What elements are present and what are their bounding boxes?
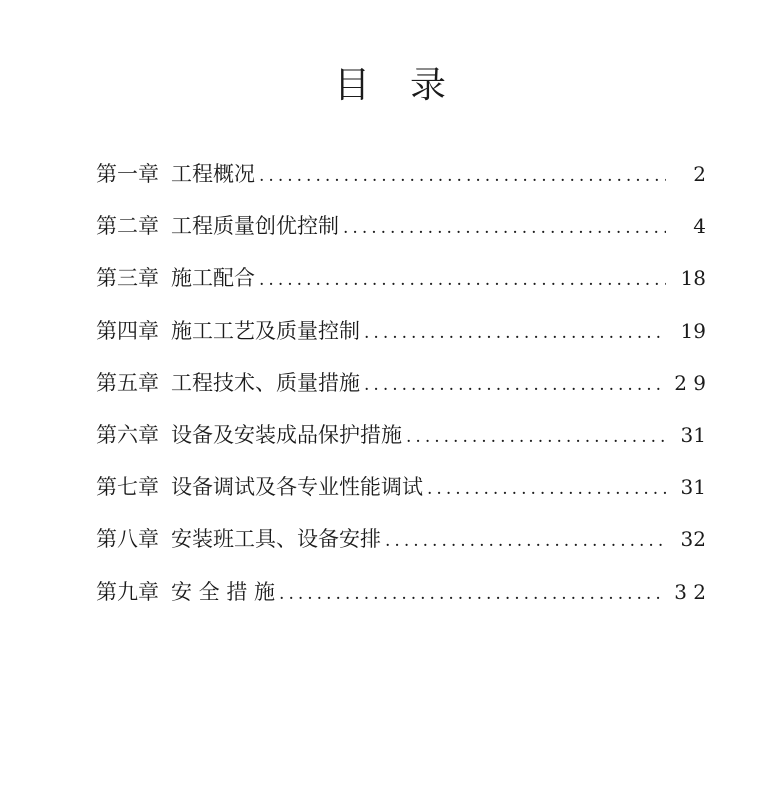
toc-chapter-number: 第一章 bbox=[96, 162, 159, 186]
toc-chapter-title: 安 全 措 施 bbox=[171, 579, 276, 604]
toc-page-number: 31 bbox=[680, 475, 706, 500]
title-char: 录 bbox=[410, 65, 447, 106]
toc-entry bbox=[96, 309, 706, 361]
title-char: 目 bbox=[333, 65, 370, 106]
page-title bbox=[0, 64, 780, 108]
toc-chapter-title: 工程概况 bbox=[171, 162, 255, 186]
toc-page-number: 2 9 bbox=[674, 370, 706, 395]
toc-dot-leader bbox=[279, 572, 666, 616]
table-of-contents bbox=[96, 152, 706, 622]
toc-chapter-number: 第三章 bbox=[96, 266, 159, 291]
toc-entry bbox=[96, 517, 706, 569]
toc-dot-leader bbox=[364, 311, 666, 355]
toc-page-number: 32 bbox=[680, 527, 706, 552]
toc-page-number: 31 bbox=[680, 422, 706, 447]
toc-dot-leader bbox=[343, 206, 666, 250]
toc-chapter-number: 第六章 bbox=[96, 422, 159, 447]
toc-entry bbox=[96, 256, 706, 308]
toc-page-number: 19 bbox=[680, 318, 706, 343]
toc-entry bbox=[96, 570, 706, 622]
toc-chapter-title: 施工工艺及质量控制 bbox=[171, 318, 360, 343]
toc-chapter-title: 工程质量创优控制 bbox=[171, 214, 339, 239]
toc-entry bbox=[96, 413, 706, 465]
toc-chapter-title: 工程技术、质量措施 bbox=[171, 370, 360, 395]
toc-dot-leader bbox=[427, 467, 666, 511]
toc-dot-leader bbox=[385, 519, 666, 563]
toc-chapter-number: 第九章 bbox=[96, 579, 159, 604]
toc-entry bbox=[96, 465, 706, 517]
toc-chapter-number: 第五章 bbox=[96, 370, 159, 395]
toc-chapter-number: 第七章 bbox=[96, 475, 159, 500]
toc-page-number: 3 2 bbox=[674, 579, 706, 604]
toc-dot-leader bbox=[259, 154, 666, 198]
toc-chapter-number: 第八章 bbox=[96, 527, 159, 552]
toc-chapter-title: 施工配合 bbox=[171, 266, 255, 291]
toc-page-number: 18 bbox=[680, 266, 706, 291]
toc-dot-leader bbox=[259, 258, 666, 302]
toc-entry bbox=[96, 361, 706, 413]
toc-chapter-title: 设备及安装成品保护措施 bbox=[171, 422, 402, 447]
toc-entry bbox=[96, 152, 706, 204]
toc-chapter-number: 第四章 bbox=[96, 318, 159, 343]
toc-chapter-title: 设备调试及各专业性能调试 bbox=[171, 475, 423, 500]
toc-chapter-title: 安装班工具、设备安排 bbox=[171, 527, 381, 552]
toc-page-number: 2 bbox=[693, 162, 706, 186]
toc-chapter-number: 第二章 bbox=[96, 214, 159, 239]
toc-dot-leader bbox=[406, 415, 666, 459]
toc-dot-leader bbox=[364, 363, 666, 407]
toc-entry bbox=[96, 204, 706, 256]
toc-page-number: 4 bbox=[693, 214, 706, 239]
